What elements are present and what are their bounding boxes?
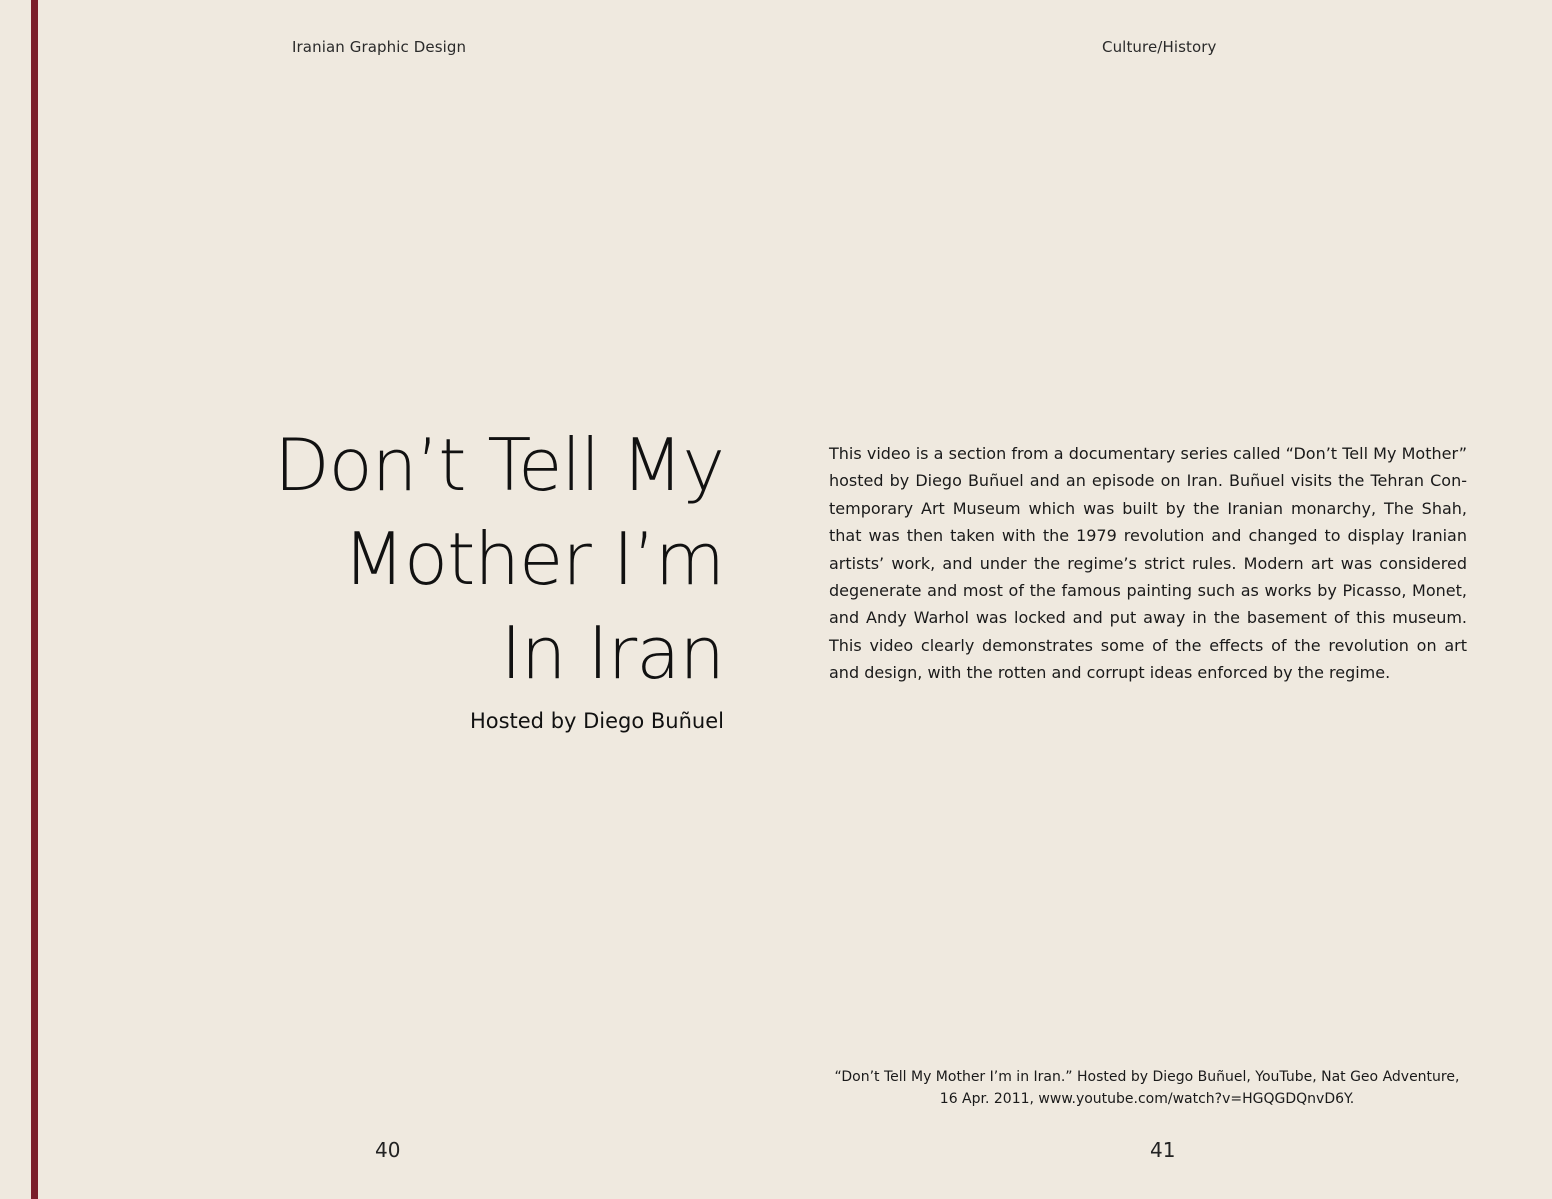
citation-line-2: 16 Apr. 2011, www.youtube.com/watch?v=HGQGDQnvD6Y.: [939, 1091, 1355, 1107]
page-number-left: 40: [375, 1138, 401, 1162]
title-line-3: In Iran: [500, 611, 724, 695]
running-header-left: Iranian Graphic Design: [292, 38, 467, 56]
title-line-1: Don’t Tell My: [274, 423, 724, 507]
running-header-right: Culture/History: [1102, 38, 1217, 56]
citation: [820, 1066, 1474, 1110]
title-line-2: Mother I’m: [342, 517, 724, 601]
body-paragraph: This video is a section from a documentary series called “Don’t Tell My Mother” hosted by Diego Buñuel and an episode on Iran. Buñuel visits the Tehran Contemporary Art Museum which was built by the Iranian monarchy, The Shah, that was then taken with the 1979 revolution and changed to display Iranian artists’ work, and under the regime’s strict rules. Modern art was considered degenerate and most of the famous painting such as works by Picasso, Monet, and Andy Warhol was locked and put away in the basement of this museum. This video clearly demonstrates some of the effects of the revolution on art and design, with the rotten and corrupt ideas enforced by the regime.: [829, 444, 1467, 683]
binding-spine: [31, 0, 38, 1199]
article-title: [204, 418, 724, 700]
article-subtitle: Hosted by Diego Buñuel: [469, 709, 724, 733]
citation-line-1: “Don’t Tell My Mother I’m in Iran.” Hosted by Diego Buñuel, YouTube, Nat Geo Adventure,: [834, 1069, 1460, 1085]
page-number-right: 41: [1150, 1138, 1176, 1162]
